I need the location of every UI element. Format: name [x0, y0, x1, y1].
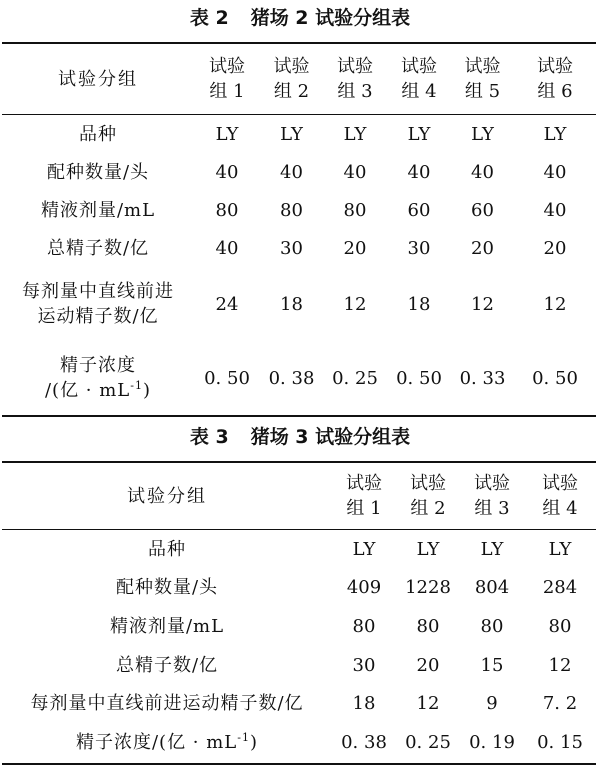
table3: [2, 461, 596, 765]
table-cell: 40: [215, 237, 239, 259]
row-label: 总精子数/亿: [115, 654, 219, 676]
table2-caption-title: 猪场 2 试验分组表: [250, 7, 411, 29]
table3-col-header-line1: 试验: [474, 473, 510, 494]
table2: [2, 42, 596, 417]
table2-col-header: [323, 43, 387, 115]
table-cell: LY: [215, 123, 239, 145]
table-row: [2, 229, 596, 267]
table-cell: 30: [352, 654, 376, 676]
table-cell: 80: [480, 615, 504, 637]
table3-caption: [0, 425, 600, 449]
table-cell: LY: [352, 538, 376, 560]
table2-col-header-line2: 组 4: [401, 81, 437, 102]
table-cell: 15: [480, 654, 504, 676]
table2-col-header-line2: 组 2: [273, 81, 310, 102]
table3-header-row: [2, 462, 596, 530]
row-label-line1: 每剂量中直线前进: [22, 281, 174, 302]
unit-superscript: -1: [130, 379, 143, 392]
row-label: 精液剂量/mL: [109, 615, 225, 637]
table2-col-header-line2: 组 6: [537, 81, 573, 102]
table-cell: LY: [343, 123, 367, 145]
table-cell: 40: [543, 161, 567, 183]
unit-text: 精子浓度/(亿 · mL: [75, 732, 238, 754]
table-cell: LY: [480, 538, 504, 560]
row-label: 总精子数/亿: [46, 237, 150, 259]
unit-text: /(亿 · mL: [44, 380, 131, 401]
table-cell: 0. 50: [387, 341, 451, 416]
row-label: 配种数量/头: [46, 161, 150, 183]
table3-col-header: [396, 462, 460, 530]
table-cell: 804: [474, 577, 510, 599]
table2-col-header-line1: 试验: [337, 56, 373, 77]
table2-caption: [0, 6, 600, 30]
row-label: 配种数量/头: [115, 577, 219, 599]
table2-col-header: [260, 43, 323, 115]
table-cell: 40: [407, 161, 431, 183]
table-row: [2, 530, 596, 569]
table-cell: 12: [343, 293, 367, 315]
table-cell: 40: [343, 161, 367, 183]
table2-header-label: 试验分组: [2, 43, 194, 115]
unit-close: ): [249, 732, 259, 754]
table3-col-header-line2: 组 3: [474, 498, 510, 519]
table-row: [2, 646, 596, 685]
table-cell: 40: [280, 161, 303, 183]
table-row: [2, 684, 596, 723]
table-cell: 0. 38: [260, 341, 323, 416]
table2-col-header-line1: 试验: [464, 56, 501, 77]
table-cell: 7. 2: [542, 693, 578, 715]
table3-caption-title: 猪场 3 试验分组表: [250, 426, 411, 448]
table-cell: 80: [416, 615, 440, 637]
table2-col-header: [387, 43, 451, 115]
table3-col-header: [460, 462, 524, 530]
table2-col-header: [194, 43, 260, 115]
table3-col-header-line1: 试验: [542, 473, 578, 494]
unit-close: ): [142, 380, 152, 401]
table-cell: LY: [548, 538, 572, 560]
row-label-line2: 运动精子数/亿: [37, 306, 159, 327]
table-cell: 1228: [405, 577, 451, 599]
unit-superscript: -1: [237, 731, 250, 745]
table3-col-header: [332, 462, 396, 530]
table-cell: 20: [416, 654, 440, 676]
table-cell: 80: [343, 199, 367, 221]
table-cell: LY: [416, 538, 440, 560]
table-cell: LY: [471, 123, 494, 145]
table-row: [2, 569, 596, 608]
table-cell: 0. 38: [332, 723, 396, 764]
table2-col-header-line1: 试验: [537, 56, 573, 77]
table-cell: 30: [407, 237, 431, 259]
table3-col-header-line1: 试验: [346, 473, 382, 494]
table3-caption-number: 表 3: [189, 426, 229, 448]
row-label: 品种: [79, 123, 117, 145]
table-cell: 12: [543, 293, 567, 315]
table-cell: 0. 33: [451, 341, 514, 416]
row-label: 品种: [148, 538, 186, 560]
table-cell: 0. 19: [460, 723, 524, 764]
table3-col-header-line2: 组 4: [542, 498, 578, 519]
table-cell: 30: [280, 237, 303, 259]
table-cell: 18: [352, 693, 376, 715]
row-label-line2: [2, 378, 194, 403]
table3-col-header-line2: 组 2: [410, 498, 446, 519]
table-cell: 60: [407, 199, 431, 221]
table-cell: 80: [280, 199, 303, 221]
table2-caption-number: 表 2: [189, 7, 229, 29]
table2-header-row: [2, 43, 596, 115]
table-cell: 20: [471, 237, 494, 259]
row-label: [2, 267, 194, 341]
table-row: [2, 341, 596, 416]
table-cell: 80: [352, 615, 376, 637]
table-cell: 40: [543, 199, 567, 221]
table-cell: 9: [486, 693, 498, 715]
table-row: [2, 191, 596, 229]
table-row: [2, 153, 596, 191]
table-cell: LY: [280, 123, 303, 145]
table-row: [2, 607, 596, 646]
table-cell: 12: [416, 693, 440, 715]
table-cell: 40: [215, 161, 239, 183]
table2-col-header-line1: 试验: [209, 56, 245, 77]
table-row: [2, 267, 596, 341]
table-cell: 0. 25: [323, 341, 387, 416]
table2-col-header-line1: 试验: [401, 56, 437, 77]
table-cell: 12: [471, 293, 494, 315]
table2-col-header-line2: 组 1: [209, 81, 245, 102]
row-label: 每剂量中直线前进运动精子数/亿: [30, 693, 304, 715]
table-cell: 80: [548, 615, 572, 637]
table-cell: 284: [542, 577, 578, 599]
table-cell: 18: [407, 293, 431, 315]
table-cell: 40: [471, 161, 494, 183]
row-label: [2, 341, 194, 416]
table-cell: 0. 15: [524, 723, 596, 764]
table-cell: 24: [215, 293, 239, 315]
table-cell: 20: [343, 237, 367, 259]
table-cell: LY: [407, 123, 431, 145]
table2-col-header: [451, 43, 514, 115]
table-cell: 409: [346, 577, 382, 599]
table-cell: 0. 50: [194, 341, 260, 416]
table-cell: 12: [548, 654, 572, 676]
row-label-line1: 精子浓度: [60, 355, 136, 376]
table3-col-header: [524, 462, 596, 530]
table-cell: 80: [215, 199, 239, 221]
table3-header-label: 试验分组: [2, 462, 332, 530]
table3-col-header-line2: 组 1: [346, 498, 382, 519]
table-cell: 0. 50: [514, 341, 596, 416]
table2-col-header: [514, 43, 596, 115]
table3-col-header-line1: 试验: [410, 473, 446, 494]
table-cell: 60: [471, 199, 494, 221]
table-cell: LY: [543, 123, 567, 145]
table-row: [2, 115, 596, 154]
table2-col-header-line1: 试验: [273, 56, 310, 77]
table-cell: 0. 25: [396, 723, 460, 764]
table-cell: 18: [280, 293, 303, 315]
table2-col-header-line2: 组 5: [464, 81, 501, 102]
table-cell: 20: [543, 237, 567, 259]
row-label: 精液剂量/mL: [40, 199, 156, 221]
table2-col-header-line2: 组 3: [337, 81, 373, 102]
